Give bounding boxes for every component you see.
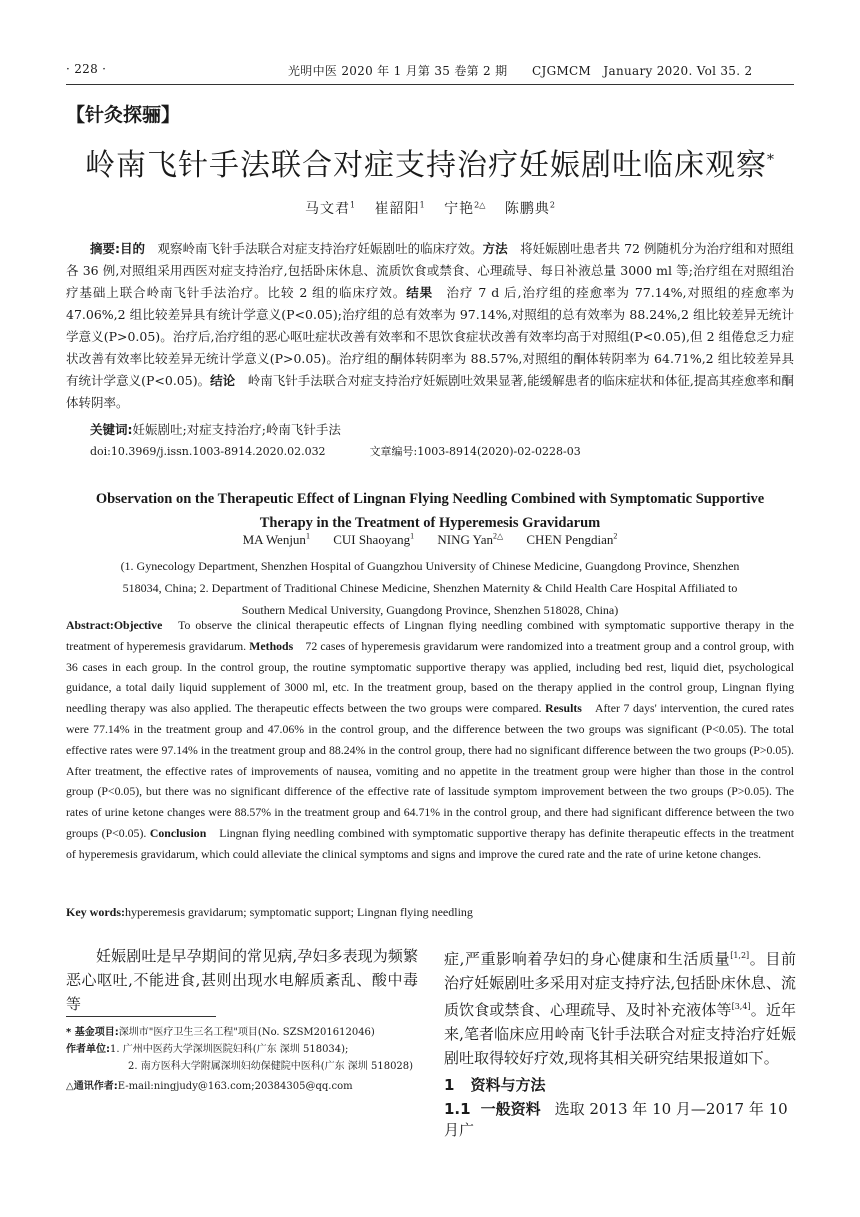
title-en: Observation on the Therapeutic Effect of Lingnan Flying Needling Combined with Symptomatic Supportive Therapy in the Treatment of Hyperemesis Gravidarum xyxy=(95,491,765,531)
footnotes xyxy=(66,1024,418,1095)
abstract-zh xyxy=(66,238,794,414)
keywords-zh xyxy=(90,420,341,438)
section-tag: 【针灸探骊】 xyxy=(66,104,181,126)
fund-note: * 基金项目:深圳市"医疗卫生三名工程"项目(No. SZSM201612046) xyxy=(66,1027,375,1038)
body-left-column: 妊娠剧吐是早孕期间的常见病,孕妇多表现为频繁恶心呕吐,不能进食,甚则出现水电解质紊乱、酸中毒等 xyxy=(66,947,418,1013)
keywords-zh-text: 妊娠剧吐;对症支持治疗;岭南飞针手法 xyxy=(132,422,341,437)
subsection-text: 选取 2013 年 10 月—2017 年 10 月广 xyxy=(444,1100,788,1139)
abstract-en xyxy=(66,615,794,865)
conclusion-en: Lingnan flying needling combined with symptomatic supportive therapy has definite therapeutic effects in the treatment of hyperemesis gravidarum, which could alleviate the clinical symptoms and signs and improve the cured rate and the rate of urine ketone changes. xyxy=(66,825,795,861)
author-zh: 宁艳$^{2\triangle}$ xyxy=(444,200,486,217)
objective-en-label: Objective xyxy=(113,618,163,632)
citation-ref: [3,4] xyxy=(731,1002,751,1011)
title-zh-fund-mark: * xyxy=(767,152,775,168)
keywords-en-label: Key words: xyxy=(66,905,125,919)
conclusion-zh-label: 结论 xyxy=(210,373,236,388)
corresponding-author: △通讯作者:E-mail:ningjudy@163.com;20384305@qq.com xyxy=(66,1081,353,1092)
doi: doi:10.3969/j.issn.1003-8914.2020.02.032 xyxy=(90,445,326,458)
objective-zh-label: 目的 xyxy=(120,241,146,256)
conclusion-zh: 岭南飞针手法联合对症支持治疗妊娠剧吐效果显著,能缓解患者的临床症状和体征,提高其痊愈率和酮体转阴率。 xyxy=(66,373,794,410)
author-zh: 崔韶阳$^1$ xyxy=(374,200,425,217)
journal-citation: 光明中医 2020 年 1 月第 35 卷第 2 期 CJGMCM January 2020. Vol 35. 2 xyxy=(288,64,753,78)
results-en: After 7 days' intervention, the cured rates were 77.14% in the treatment group and 47.06% in the control group, and the difference between the two groups was significant (P<0.05). The total effective rates were 97.14% in the treatment group and 88.24% in the control group, there had no significant difference between the two groups (P>0.05). After treatment, the effective rates of improvements of nausea, vomiting and no appetite in the treatment group were higher than those in the control group (P<0.05), but there was no significant difference of the effective rate of lassitude symptom improvement between the two groups (P>0.05). The rates of urine ketone changes were 88.57% in the treatment group and 64.71% in the control group, and there had significant difference between the two groups (P<0.05). xyxy=(66,701,794,840)
keywords-zh-label: 关键词: xyxy=(90,422,133,437)
methods-en-label: Methods xyxy=(249,638,294,653)
results-zh: 治疗 7 d 后,治疗组的痊愈率为 77.14%,对照组的痊愈率为 47.06%,2 组比较差异具有统计学意义(P<0.05);治疗组的总有效率为 97.14%,对照组的总有效率为 88.24%,2 组比较差异无统计学意义(P>0.05)。治疗后,治疗组的恶心呕吐症状改善有效率和不思饮食症状改善有效率均高于对照组(P<0.05),但 2 组倦怠乏力症状改善有效率比较差异无统计学意义(P>0.05)。治疗组的酮体转阴率为 88.57%,对照组的酮体转阴率为 64.71%,2 组比较差异具有统计学意义(P<0.05)。 xyxy=(66,285,794,388)
title-zh xyxy=(0,140,860,184)
page-number: · 228 · xyxy=(66,62,107,76)
keywords-en-text: hyperemesis gravidarum; symptomatic support; Lingnan flying needling xyxy=(125,905,473,919)
authors-en xyxy=(0,532,860,548)
doi-line xyxy=(90,443,581,459)
body-right-column: 症,严重影响着孕妇的身心健康和生活质量[1,2]。目前治疗妊娠剧吐多采用对症支持疗法,包括卧床休息、流质饮食或禁食、心理疏导、及时补充液体等[3,4]。近年来,笔者临床应用岭南飞针手法联合对症支持治疗妊娠剧吐取得较好疗效,现将其相关研究结果报道如下。 xyxy=(444,950,796,1067)
unit-note-2: 2. 南方医科大学附属深圳妇幼保健院中医科(广东 深圳 518028) xyxy=(128,1061,414,1072)
footnote-divider xyxy=(66,1016,216,1017)
objective-zh: 观察岭南飞针手法联合对症支持治疗妊娠剧吐的临床疗效。 xyxy=(145,241,483,256)
keywords-en xyxy=(66,905,473,920)
conclusion-en-label: Conclusion xyxy=(149,825,207,840)
methods-zh-label: 方法 xyxy=(482,241,508,256)
methods-zh: 将妊娠剧吐患者共 72 例随机分为治疗组和对照组各 36 例,对照组采用西医对症支持治疗,包括卧床休息、流质饮食或禁食、心理疏导、每日补液总量 3000 ml 等;治疗组在对照组治疗基础上联合岭南飞针手法治疗。比较 2 组的临床疗效。 xyxy=(66,241,794,300)
author-en: NING Yan$^{2\triangle}$ xyxy=(437,532,504,548)
results-zh-label: 结果 xyxy=(406,285,434,300)
title-zh-text: 岭南飞针手法联合对症支持治疗妊娠剧吐临床观察 xyxy=(85,148,767,183)
author-zh: 陈鹏典$^2$ xyxy=(504,200,555,217)
methods-en: 72 cases of hyperemesis gravidarum were randomized into a treatment group and a control group, with 36 cases in each group. In the control group, the routine symptomatic supportive therapy was applied, including bed rest, liquid diet, psychological guidance, a total daily liquid supplement of 3000 ml, etc. In the treatment group, based on the therapy applied in the control group, Lingnan flying needling therapy was also applied. The therapeutic effects between the two groups were compared. xyxy=(66,638,795,716)
authors-zh xyxy=(0,198,860,218)
affiliations-en: (1. Gynecology Department, Shenzhen Hospital of Guangzhou University of Chinese Medicine, Guangdong Province, Shenzhen 518034, China; 2. Department of Traditional Chinese Medicine, Shenzhen Maternity & Child Health Care Hospital Affiliated to Southern Medical University, Guangdong Province, Shenzhen 518028, China) xyxy=(120,559,740,617)
author-zh: 马文君$^1$ xyxy=(305,200,356,217)
unit-note: 作者单位:1. 广州中医药大学深圳医院妇科(广东 深圳 518034); xyxy=(66,1044,349,1055)
article-number: 文章编号:1003-8914(2020)-02-0228-03 xyxy=(369,445,581,458)
abstract-zh-label: 摘要: xyxy=(90,241,121,256)
author-en: CUI Shaoyang$^1$ xyxy=(333,532,415,548)
running-header xyxy=(66,58,794,85)
subsection-heading: 1.1 一般资料 选取 2013 年 10 月—2017 年 10 月广 xyxy=(444,1100,788,1139)
abstract-en-label: Abstract: xyxy=(66,618,114,632)
author-en: CHEN Pengdian$^2$ xyxy=(526,532,618,548)
citation-ref: [1,2] xyxy=(730,951,750,960)
section-heading: 1 资料与方法 xyxy=(444,1076,546,1094)
results-en-label: Results xyxy=(545,701,582,716)
objective-en: To observe the clinical therapeutic effects of Lingnan flying needling combined with symptomatic supportive therapy in the treatment of hyperemesis gravidarum. xyxy=(66,618,794,653)
author-en: MA Wenjun$^1$ xyxy=(242,532,310,548)
